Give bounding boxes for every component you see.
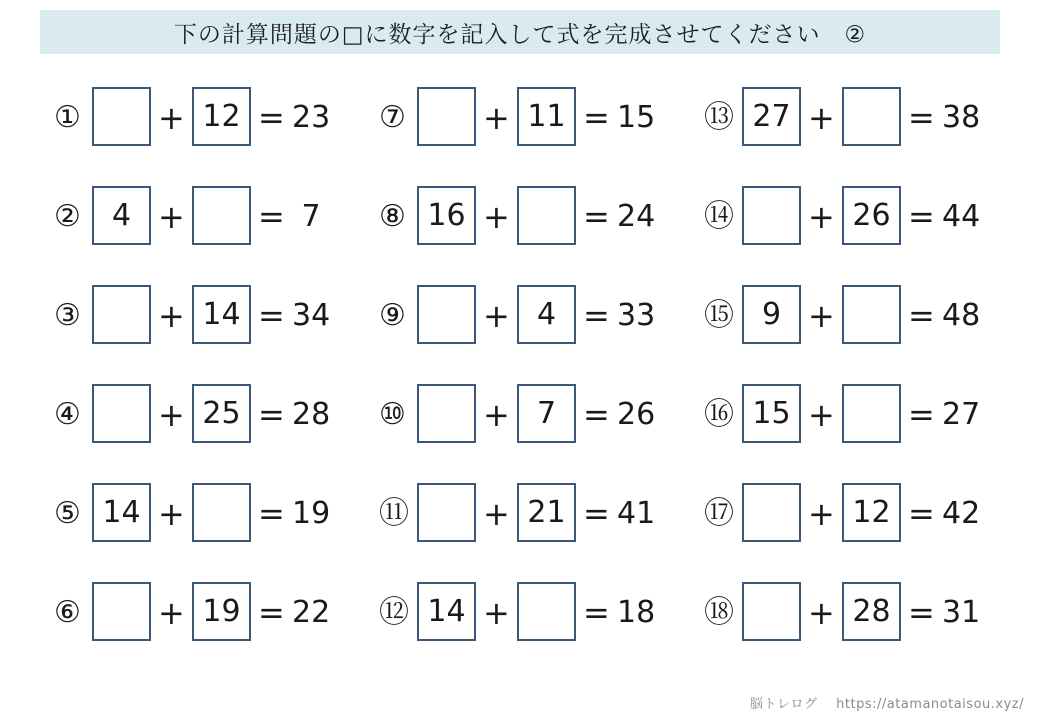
answer-box-second[interactable] bbox=[842, 384, 901, 443]
problem-number: ⑮ bbox=[704, 298, 734, 333]
problem-number: ⑭ bbox=[704, 199, 734, 234]
problem-number: ⑧ bbox=[379, 199, 406, 234]
problem-number: ⑱ bbox=[704, 595, 734, 630]
answer-box-second[interactable] bbox=[517, 582, 576, 641]
footer-credit bbox=[750, 693, 1024, 712]
problem-number: ⑪ bbox=[379, 496, 409, 531]
problem-number: ④ bbox=[54, 397, 81, 432]
plus-sign: + bbox=[158, 396, 185, 434]
answer-box-second[interactable]: 7 bbox=[517, 384, 576, 443]
answer-box-first[interactable]: 14 bbox=[92, 483, 151, 542]
problem-5 bbox=[54, 481, 364, 547]
answer-box-second[interactable]: 4 bbox=[517, 285, 576, 344]
result-value: 24 bbox=[617, 199, 656, 234]
result-value: 23 bbox=[292, 100, 331, 135]
plus-sign: + bbox=[808, 594, 835, 632]
equals-sign: = bbox=[583, 197, 610, 236]
equals-sign: = bbox=[258, 197, 285, 236]
plus-sign: + bbox=[808, 297, 835, 335]
problem-9 bbox=[379, 283, 689, 349]
answer-box-first[interactable] bbox=[417, 87, 476, 146]
plus-sign: + bbox=[808, 396, 835, 434]
answer-box-second[interactable]: 28 bbox=[842, 582, 901, 641]
equals-sign: = bbox=[258, 296, 285, 335]
result-value: 7 bbox=[292, 199, 321, 234]
equals-sign: = bbox=[908, 494, 935, 533]
problem-11 bbox=[379, 481, 689, 547]
answer-box-second[interactable] bbox=[192, 186, 251, 245]
equals-sign: = bbox=[583, 296, 610, 335]
result-value: 27 bbox=[942, 397, 981, 432]
problem-number: ③ bbox=[54, 298, 81, 333]
problem-16 bbox=[704, 382, 1014, 448]
problem-7 bbox=[379, 85, 689, 151]
result-value: 48 bbox=[942, 298, 981, 333]
answer-box-second[interactable] bbox=[842, 87, 901, 146]
problem-18 bbox=[704, 580, 1014, 646]
problem-14 bbox=[704, 184, 1014, 250]
plus-sign: + bbox=[808, 198, 835, 236]
problem-15 bbox=[704, 283, 1014, 349]
equals-sign: = bbox=[908, 98, 935, 137]
problem-number: ⑬ bbox=[704, 100, 734, 135]
answer-box-second[interactable]: 14 bbox=[192, 285, 251, 344]
problem-8 bbox=[379, 184, 689, 250]
plus-sign: + bbox=[483, 396, 510, 434]
result-value: 34 bbox=[292, 298, 331, 333]
answer-box-second[interactable]: 26 bbox=[842, 186, 901, 245]
problem-number: ⑰ bbox=[704, 496, 734, 531]
problem-13 bbox=[704, 85, 1014, 151]
answer-box-second[interactable]: 19 bbox=[192, 582, 251, 641]
answer-box-second[interactable]: 11 bbox=[517, 87, 576, 146]
answer-box-first[interactable] bbox=[417, 483, 476, 542]
answer-box-first[interactable] bbox=[742, 483, 801, 542]
plus-sign: + bbox=[483, 99, 510, 137]
footer-url[interactable]: https://atamanotaisou.xyz/ bbox=[836, 697, 1024, 712]
answer-box-first[interactable] bbox=[417, 384, 476, 443]
result-value: 31 bbox=[942, 595, 981, 630]
plus-sign: + bbox=[158, 495, 185, 533]
answer-box-first[interactable]: 4 bbox=[92, 186, 151, 245]
result-value: 33 bbox=[617, 298, 656, 333]
problem-17 bbox=[704, 481, 1014, 547]
result-value: 19 bbox=[292, 496, 331, 531]
equals-sign: = bbox=[908, 593, 935, 632]
problem-3 bbox=[54, 283, 364, 349]
problem-1 bbox=[54, 85, 364, 151]
plus-sign: + bbox=[808, 495, 835, 533]
problem-number: ⑥ bbox=[54, 595, 81, 630]
problem-number: ⑯ bbox=[704, 397, 734, 432]
problem-10 bbox=[379, 382, 689, 448]
equals-sign: = bbox=[908, 395, 935, 434]
footer-brand: 脳トレログ bbox=[750, 697, 818, 712]
equals-sign: = bbox=[258, 494, 285, 533]
problem-number: ⑫ bbox=[379, 595, 409, 630]
equals-sign: = bbox=[908, 197, 935, 236]
problem-4 bbox=[54, 382, 364, 448]
answer-box-first[interactable] bbox=[92, 87, 151, 146]
answer-box-first[interactable]: 15 bbox=[742, 384, 801, 443]
problem-number: ② bbox=[54, 199, 81, 234]
plus-sign: + bbox=[483, 297, 510, 335]
equals-sign: = bbox=[258, 98, 285, 137]
equals-sign: = bbox=[583, 494, 610, 533]
answer-box-first[interactable] bbox=[742, 186, 801, 245]
plus-sign: + bbox=[158, 594, 185, 632]
result-value: 22 bbox=[292, 595, 331, 630]
answer-box-second[interactable]: 21 bbox=[517, 483, 576, 542]
answer-box-first[interactable] bbox=[92, 384, 151, 443]
equals-sign: = bbox=[908, 296, 935, 335]
result-value: 42 bbox=[942, 496, 981, 531]
answer-box-first[interactable] bbox=[92, 582, 151, 641]
answer-box-second[interactable] bbox=[517, 186, 576, 245]
result-value: 44 bbox=[942, 199, 981, 234]
plus-sign: + bbox=[483, 198, 510, 236]
problem-12 bbox=[379, 580, 689, 646]
answer-box-first[interactable]: 9 bbox=[742, 285, 801, 344]
problem-number: ⑨ bbox=[379, 298, 406, 333]
result-value: 18 bbox=[617, 595, 656, 630]
answer-box-first[interactable]: 14 bbox=[417, 582, 476, 641]
plus-sign: + bbox=[483, 495, 510, 533]
answer-box-second[interactable]: 25 bbox=[192, 384, 251, 443]
answer-box-first[interactable] bbox=[417, 285, 476, 344]
plus-sign: + bbox=[158, 99, 185, 137]
plus-sign: + bbox=[483, 594, 510, 632]
result-value: 15 bbox=[617, 100, 656, 135]
plus-sign: + bbox=[158, 297, 185, 335]
answer-box-second[interactable] bbox=[842, 285, 901, 344]
problem-6 bbox=[54, 580, 364, 646]
answer-box-second[interactable] bbox=[192, 483, 251, 542]
plus-sign: + bbox=[808, 99, 835, 137]
answer-box-first[interactable]: 16 bbox=[417, 186, 476, 245]
equals-sign: = bbox=[583, 98, 610, 137]
result-value: 41 bbox=[617, 496, 656, 531]
problem-2 bbox=[54, 184, 364, 250]
title-text: 下の計算問題の□に数字を記入して式を完成させてください ② bbox=[173, 21, 867, 48]
problem-number: ⑩ bbox=[379, 397, 406, 432]
plus-sign: + bbox=[158, 198, 185, 236]
answer-box-first[interactable] bbox=[742, 582, 801, 641]
answer-box-first[interactable] bbox=[92, 285, 151, 344]
equals-sign: = bbox=[583, 395, 610, 434]
answer-box-second[interactable]: 12 bbox=[842, 483, 901, 542]
equals-sign: = bbox=[258, 395, 285, 434]
result-value: 26 bbox=[617, 397, 656, 432]
result-value: 38 bbox=[942, 100, 981, 135]
problem-number: ① bbox=[54, 100, 81, 135]
answer-box-first[interactable]: 27 bbox=[742, 87, 801, 146]
equals-sign: = bbox=[583, 593, 610, 632]
result-value: 28 bbox=[292, 397, 331, 432]
problem-number: ⑦ bbox=[379, 100, 406, 135]
equals-sign: = bbox=[258, 593, 285, 632]
answer-box-second[interactable]: 12 bbox=[192, 87, 251, 146]
problem-number: ⑤ bbox=[54, 496, 81, 531]
